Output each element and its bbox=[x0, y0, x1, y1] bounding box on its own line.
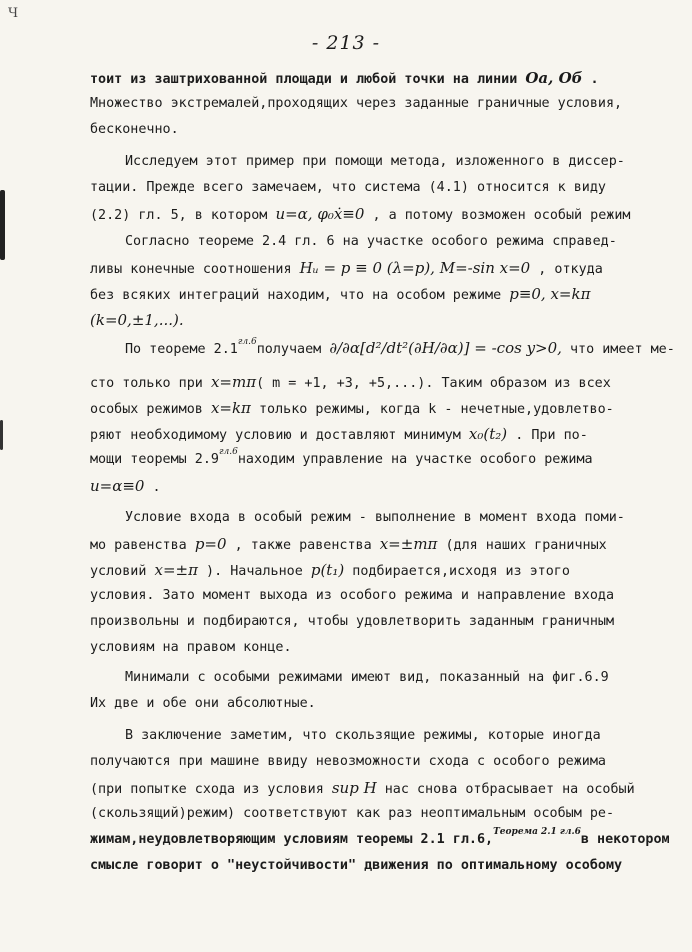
text-line bbox=[125, 152, 625, 172]
line-text: жимам,неудовлетворяющим условиям теоремы 2.1 гл.6, bbox=[90, 832, 494, 847]
line-text: Минимали с особыми режимами имеют вид, показанный на фиг.6.9 bbox=[125, 670, 609, 685]
text-line bbox=[90, 284, 590, 306]
text-line bbox=[90, 778, 635, 800]
text-line bbox=[90, 638, 292, 658]
line-text: мо равенства bbox=[90, 538, 195, 553]
line-text: ряют необходимому условию и доставляют минимум bbox=[90, 428, 469, 443]
text-line bbox=[125, 232, 617, 252]
text-line bbox=[125, 668, 609, 688]
line-text: (для наших граничных bbox=[437, 538, 607, 553]
line-text: смысле говорит о "неустойчивости" движения по оптимальному особому bbox=[90, 858, 623, 873]
line-text: По теореме 2.1 bbox=[125, 342, 238, 357]
line-text: находим управление на участке особого режима bbox=[237, 452, 593, 467]
text-line bbox=[90, 694, 316, 714]
line-text: Согласно теореме 2.4 гл. 6 на участке особого режима справед- bbox=[125, 234, 617, 249]
handwritten-reference-note: Теорема 2.1 гл.6 bbox=[493, 827, 581, 837]
text-line bbox=[90, 310, 184, 332]
text-line bbox=[90, 120, 179, 140]
text-line bbox=[90, 586, 614, 606]
text-line bbox=[90, 204, 630, 226]
handwritten-formula: (k=0,±1,...). bbox=[90, 311, 184, 329]
text-line bbox=[90, 856, 622, 876]
text-line bbox=[90, 827, 670, 851]
text-line bbox=[90, 447, 593, 471]
line-text: Исследуем этот пример при помощи метода, изложенного в диссер- bbox=[125, 154, 625, 169]
text-line bbox=[90, 424, 588, 446]
line-text: сто только при bbox=[90, 376, 211, 391]
line-text: Множество экстремалей,проходящих через заданные граничные условия, bbox=[90, 96, 623, 111]
handwritten-formula: x=kπ bbox=[210, 399, 251, 417]
line-text: тации. Прежде всего замечаем, что система (4.1) относится к виду bbox=[90, 180, 606, 195]
line-text: что имеет ме- bbox=[561, 342, 675, 357]
corner-mark: Ч bbox=[8, 6, 19, 21]
line-text: бесконечно. bbox=[90, 122, 179, 137]
line-text: произвольны и подбираются, чтобы удовлетворить заданным граничным bbox=[90, 614, 615, 629]
handwritten-formula: u=α≡0 bbox=[90, 477, 145, 495]
line-text: . При по- bbox=[507, 428, 588, 443]
text-line bbox=[90, 178, 606, 198]
binding-shadow-lower bbox=[0, 420, 3, 450]
handwritten-formula: p≡0, x=kπ bbox=[509, 285, 591, 303]
text-line bbox=[125, 508, 625, 528]
line-text: тоит из заштрихованной площади и любой точки на линии bbox=[90, 72, 526, 87]
page-number: - 213 - bbox=[311, 32, 381, 54]
text-line bbox=[90, 258, 603, 280]
line-text: ). Начальное bbox=[197, 564, 311, 579]
text-line bbox=[90, 534, 607, 556]
handwritten-reference-note: гл.6 bbox=[237, 337, 257, 347]
text-line bbox=[90, 804, 614, 824]
handwritten-formula: x=±π bbox=[154, 561, 198, 579]
line-text: особых режимов bbox=[90, 402, 211, 417]
handwritten-formula: Hᵤ = p ≡ 0 (λ=p), M=-sin x=0 bbox=[299, 259, 531, 277]
handwritten-formula: x₀(t₂) bbox=[468, 425, 508, 443]
handwritten-formula: ∂/∂α[d²/dt²(∂H/∂α)] = -cos y>0, bbox=[329, 339, 562, 357]
line-text: (скользящий)режим) соответствуют как раз неоптимальным особым ре- bbox=[90, 806, 615, 821]
handwritten-reference-note: гл.6 bbox=[219, 447, 238, 457]
line-text: получаются при машине ввиду невозможности схода с особого режима bbox=[90, 754, 606, 769]
text-line bbox=[90, 560, 570, 582]
text-line bbox=[90, 94, 622, 114]
handwritten-formula: sup H bbox=[331, 779, 377, 797]
line-text: условиям на правом конце. bbox=[90, 640, 292, 655]
line-text: только режимы, когда k - нечетные,удовлетво- bbox=[250, 402, 614, 417]
text-line bbox=[90, 68, 599, 90]
text-line bbox=[90, 612, 614, 632]
text-line bbox=[125, 726, 601, 746]
handwritten-formula: x=±mπ bbox=[379, 535, 438, 553]
line-text: мощи теоремы 2.9 bbox=[90, 452, 219, 467]
line-text: Условие входа в особый режим - выполнение в момент входа поми- bbox=[125, 510, 625, 525]
line-text: нас снова отбрасывает на особый bbox=[376, 782, 635, 797]
text-line bbox=[90, 752, 606, 772]
handwritten-formula: x=mπ bbox=[210, 373, 257, 391]
line-text: . bbox=[144, 480, 161, 495]
handwritten-formula: u=α, φ₀ẋ≡0 bbox=[275, 205, 365, 223]
text-line bbox=[125, 338, 675, 361]
handwritten-formula: Оа, Об bbox=[525, 69, 583, 87]
line-text: получаем bbox=[256, 342, 330, 357]
handwritten-formula: p=0 bbox=[194, 535, 227, 553]
line-text: (при попытке схода из условия bbox=[90, 782, 332, 797]
line-text: (2.2) гл. 5, в котором bbox=[90, 208, 276, 223]
line-text: В заключение заметим, что скользящие режимы, которые иногда bbox=[125, 728, 601, 743]
line-text: условия. Зато момент выхода из особого режима и направление входа bbox=[90, 588, 615, 603]
text-line bbox=[90, 372, 611, 394]
line-text: Их две и обе они абсолютные. bbox=[90, 696, 316, 711]
line-text: ( m = +1, +3, +5,...). Таким образом из всех bbox=[256, 376, 611, 391]
line-text: , также равенства bbox=[226, 538, 380, 553]
text-line bbox=[90, 476, 161, 498]
line-text: без всяких интеграций находим, что на особом режиме bbox=[90, 288, 510, 303]
line-text: условий bbox=[90, 564, 155, 579]
line-text: в некотором bbox=[580, 832, 670, 847]
line-text: . bbox=[582, 72, 599, 87]
binding-shadow bbox=[0, 190, 5, 260]
line-text: , откуда bbox=[530, 262, 603, 277]
line-text: , а потому возможен особый режим bbox=[364, 208, 631, 223]
handwritten-formula: p(t₁) bbox=[310, 561, 345, 579]
line-text: ливы конечные соотношения bbox=[90, 262, 300, 277]
line-text: подбирается,исходя из этого bbox=[344, 564, 570, 579]
text-line bbox=[90, 398, 614, 420]
